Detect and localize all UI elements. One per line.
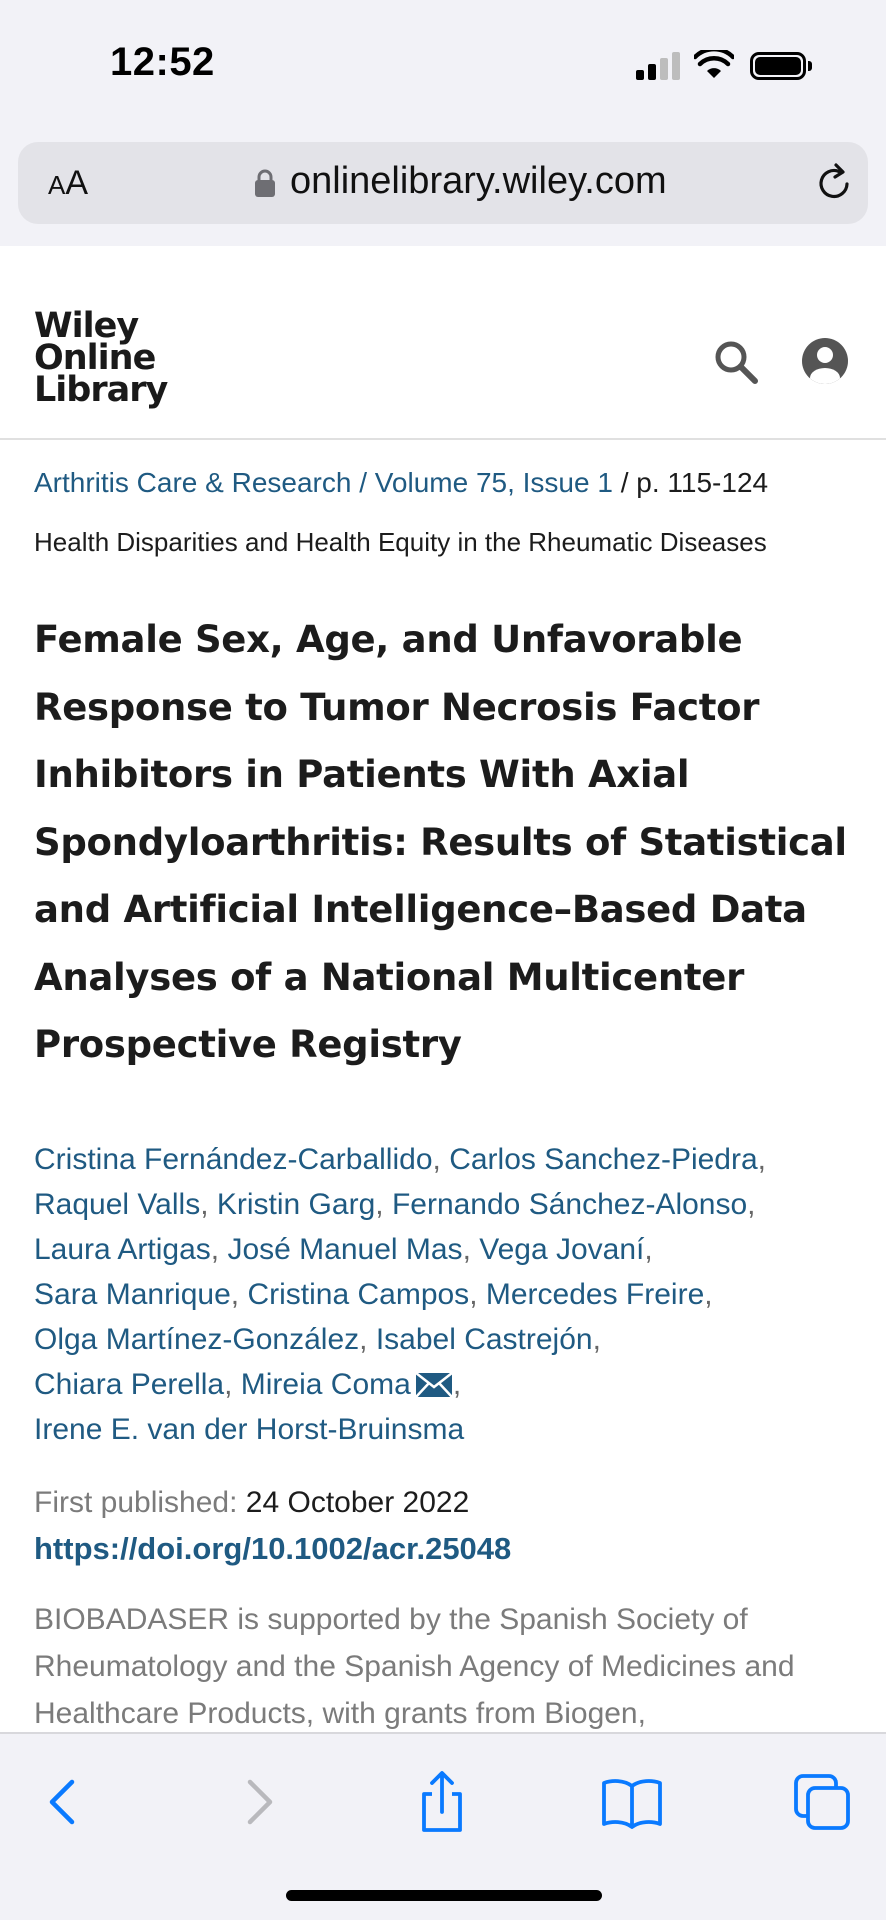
funding-note: BIOBADASER is supported by the Spanish Society of Rheumatology and the Spanish Agency of Medicines and Healthcare Products, with grants from Biogen, (34, 1602, 795, 1730)
author-link[interactable]: Vega Jovaní (479, 1232, 645, 1266)
author-link[interactable]: Isabel Castrejón (375, 1322, 593, 1356)
article-section: Health Disparities and Health Equity in the Rheumatic Diseases (34, 527, 767, 557)
author-link[interactable]: Mireia Coma (240, 1367, 411, 1401)
text-size-button[interactable]: AA (48, 164, 89, 202)
author-link[interactable]: Fernando Sánchez-Alonso (391, 1187, 748, 1221)
volume-issue-link[interactable]: Volume 75, Issue 1 (374, 467, 613, 498)
battery-icon (750, 52, 812, 80)
lock-icon (254, 168, 276, 198)
status-time: 12:52 (110, 40, 215, 84)
article-title: Female Sex, Age, and Unfavorable Response to Tumor Necrosis Factor Inhibitors in Patients With Axial Spondyloarthritis: Results of Statistical and Artificial Intelligence–Based Data Analyses of a National Multicenter Prospective Registry (34, 618, 847, 1066)
account-icon[interactable] (800, 336, 850, 386)
doi-link[interactable]: https://doi.org/10.1002/acr.25048 (34, 1530, 512, 1566)
first-published-label: First published: (34, 1485, 238, 1519)
journal-link[interactable]: Arthritis Care & Research (34, 467, 352, 498)
author-list: Cristina Fernández-Carballido, Carlos Sanchez-Piedra, Raquel Valls, Kristin Garg, Fernando Sánchez-Alonso, Laura Artigas, José Manuel Mas, Vega Jovaní, Sara Manrique, Cristina Campos, Mercedes Freire, Olga Martínez-González, Isabel Castrejón, Chiara Perella, Mireia Coma , Irene E. van der Horst-Bruinsma (34, 1142, 767, 1446)
author-link[interactable]: Sara Manrique (34, 1277, 231, 1311)
forward-icon[interactable] (226, 1770, 290, 1834)
author-link[interactable]: Raquel Valls (34, 1187, 201, 1221)
mail-icon[interactable] (415, 1372, 453, 1398)
author-link[interactable]: José Manuel Mas (227, 1232, 463, 1266)
breadcrumb-separator: / (351, 467, 375, 498)
tabs-icon[interactable] (790, 1770, 854, 1834)
author-link[interactable]: Olga Martínez-González (34, 1322, 360, 1356)
article-content (34, 464, 854, 1734)
search-icon[interactable] (712, 338, 760, 386)
wiley-online-library-logo[interactable]: Wiley Online Library (34, 306, 168, 410)
share-icon[interactable] (410, 1770, 474, 1834)
web-page (0, 246, 886, 1734)
author-link[interactable]: Cristina Fernández-Carballido (34, 1142, 433, 1176)
breadcrumb-separator: / (612, 467, 637, 498)
author-link[interactable]: Kristin Garg (216, 1187, 376, 1221)
reload-icon[interactable] (814, 162, 856, 204)
author-link[interactable]: Cristina Campos (247, 1277, 470, 1311)
address-bar[interactable] (18, 142, 868, 224)
author-link[interactable]: Chiara Perella (34, 1367, 225, 1401)
home-indicator[interactable] (286, 1890, 602, 1901)
author-link[interactable]: Irene E. van der Horst-Bruinsma (34, 1412, 465, 1446)
url-text[interactable]: onlinelibrary.wiley.com (290, 160, 667, 202)
first-published-date: 24 October 2022 (245, 1485, 470, 1519)
site-header (0, 246, 886, 440)
cellular-signal-icon (636, 52, 682, 80)
page-range: p. 115-124 (636, 467, 769, 498)
author-link[interactable]: Mercedes Freire (485, 1277, 705, 1311)
status-bar (0, 0, 886, 130)
author-link[interactable]: Carlos Sanchez-Piedra (449, 1142, 758, 1176)
bookmarks-icon[interactable] (600, 1770, 664, 1834)
breadcrumb (34, 464, 854, 502)
publication-info (34, 1480, 854, 1526)
author-link[interactable]: Laura Artigas (34, 1232, 211, 1266)
wifi-icon (694, 50, 734, 80)
back-icon[interactable] (34, 1770, 98, 1834)
